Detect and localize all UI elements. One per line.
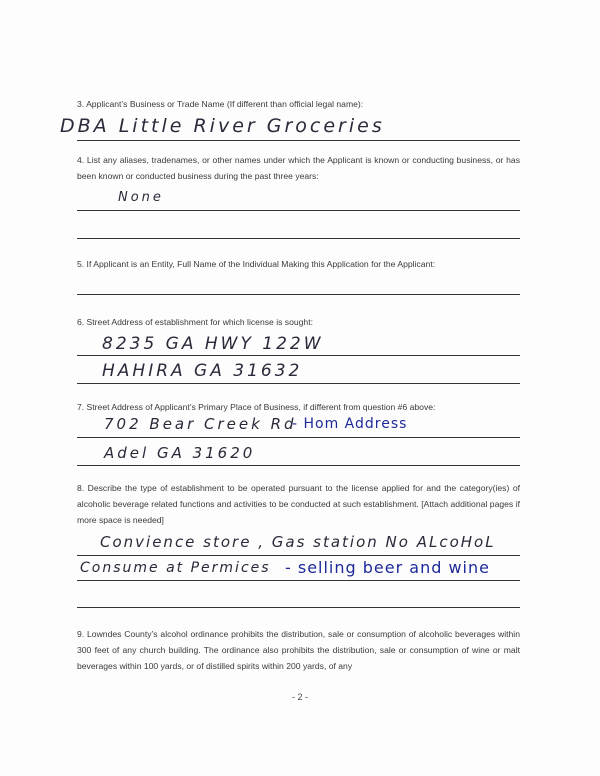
question-6-address-line-1: 8235 GA HWY 122W	[102, 334, 324, 354]
question-4-label: 4. List any aliases, tradenames, or other names under which the Applicant is known or conducting business, or has been known or conducted business during the past three years:	[77, 155, 520, 181]
answer-line	[77, 607, 520, 608]
question-9-text: 9. Lowndes County’s alcohol ordinance prohibits the distribution, sale or consumption of alcoholic beverages within 300 feet of any church building. The ordinance also prohibits the distribution, sale or consumption of wine or malt beverages within 100 yards, or of distilled spirits within 200 yards, of any	[77, 629, 520, 671]
answer-line	[77, 437, 520, 438]
answer-line	[77, 465, 520, 466]
question-6-address-line-2: HAHIRA GA 31632	[102, 361, 303, 381]
question-7-address-note: - Hom Address	[292, 416, 408, 432]
answer-line	[77, 355, 520, 356]
question-7-address-line-1: 702 Bear Creek Rd	[104, 415, 297, 433]
question-5-label: 5. If Applicant is an Entity, Full Name of the Individual Making this Application for the Applicant:	[77, 259, 436, 269]
answer-line	[77, 555, 520, 556]
answer-line	[77, 238, 520, 239]
question-7-label: 7. Street Address of Applicant’s Primary Place of Business, if different from question #6 above:	[77, 402, 436, 412]
question-3-label: 3. Applicant’s Business or Trade Name (If different than official legal name):	[77, 99, 364, 109]
answer-line	[77, 383, 520, 384]
page-number: - 2 -	[291, 692, 308, 702]
question-8-answer-line-1: Convience store , Gas station No ALcoHoL	[100, 533, 496, 551]
answer-line	[77, 210, 520, 211]
question-7-address-line-2: Adel GA 31620	[104, 444, 256, 462]
answer-line	[77, 140, 520, 141]
question-8-answer-note: - selling beer and wine	[285, 558, 490, 577]
question-8-answer-line-2: Consume at Permices	[80, 560, 271, 576]
answer-line	[77, 294, 520, 295]
question-4-answer: None	[118, 190, 164, 205]
question-3-answer: DBA Little River Groceries	[60, 115, 385, 137]
question-8-label: 8. Describe the type of establishment to be operated pursuant to the license applied for and the category(ies) of alcoholic beverage related functions and activities to be conducted at such establishment. [Attach additional pages if more space is needed]	[77, 483, 520, 525]
question-6-label: 6. Street Address of establishment for which license is sought:	[77, 317, 313, 327]
answer-line	[77, 580, 520, 581]
